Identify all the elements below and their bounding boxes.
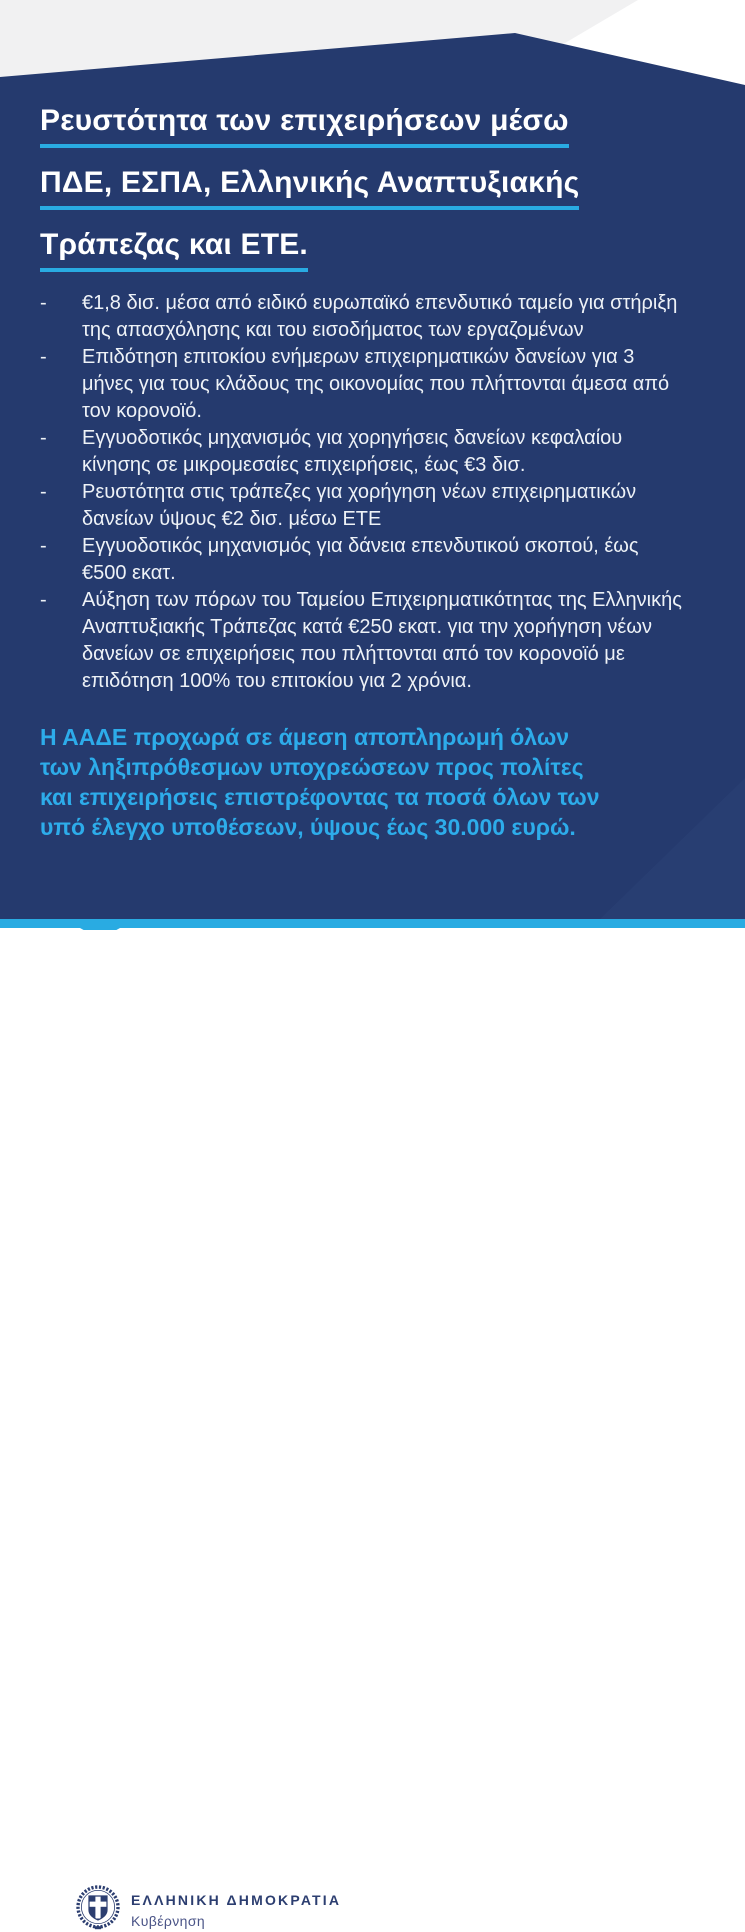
title-line-1: Ρευστότητα των επιχειρήσεων μέσω [40,103,569,148]
list-item [40,479,688,533]
divider-bar [0,919,745,928]
list-item-text: Εγγυοδοτικός μηχανισμός για δάνεια επενδυτικού σκοπού, έως €500 εκατ. [82,535,639,584]
list-item-text: Εγγυοδοτικός μηχανισμός για χορηγήσεις δανείων κεφαλαίου κίνησης σε μικρομεσαίες επιχειρήσεις, έως €3 δισ. [82,427,623,476]
dash-bullet: - [40,535,47,557]
page-title [40,103,579,289]
measures-list [40,290,688,695]
dash-bullet: - [40,589,47,611]
title-line-3: Τράπεζας και ΕΤΕ. [40,227,308,272]
list-item [40,344,688,425]
list-item [40,533,688,587]
list-item-text: Αύξηση των πόρων του Ταμείου Επιχειρηματικότητας της Ελληνικής Αναπτυξιακής Τράπεζας κατά €250 εκατ. για την χορήγηση νέων δανείων σε επιχειρήσεις που πλήττονται από τον κορονοϊό με επιδότηση 100% του επιτοκίου για 2 χρόνια. [82,589,682,692]
list-item-text: Ρευστότητα στις τράπεζες για χορήγηση νέων επιχειρηματικών δανείων ύψους €2 δισ. μέσω ΕΤΕ [82,481,637,530]
list-item [40,425,688,479]
list-item [40,290,688,344]
footer [0,930,745,1929]
list-item [40,587,688,695]
dash-bullet: - [40,481,47,503]
list-item-text: €1,8 δισ. μέσα από ειδικό ευρωπαϊκό επενδυτικό ταμείο για στήριξη της απασχόλησης και του εισοδήματος των εργαζομένων [82,292,678,341]
title-line-2: ΠΔΕ, ΕΣΠΑ, Ελληνικής Αναπτυξιακής [40,165,579,210]
list-item-text: Επιδότηση επιτοκίου ενήμερων επιχειρηματικών δανείων για 3 μήνες για τους κλάδους της οικονομίας που πλήττονται άμεσα από τον κορονοϊό. [82,346,670,422]
footer-subtitle: Κυβέρνηση [131,1913,206,1929]
coat-of-arms-icon [75,1882,121,1932]
dash-bullet: - [40,346,47,368]
dash-bullet: - [40,292,47,314]
highlight-paragraph: Η ΑΑΔΕ προχωρά σε άμεση αποπληρωμή όλων των ληξιπρόθεσμων υποχρεώσεων προς πολίτες και επιχειρήσεις επιστρέφοντας τα ποσά όλων των υπό έλεγχο υποθέσεων, ύψους έως 30.000 ευρώ. [40,724,600,840]
dash-bullet: - [40,427,47,449]
footer-organization: ΕΛΛΗΝΙΚΗ ΔΗΜΟΚΡΑΤΙΑ [131,1892,342,1908]
